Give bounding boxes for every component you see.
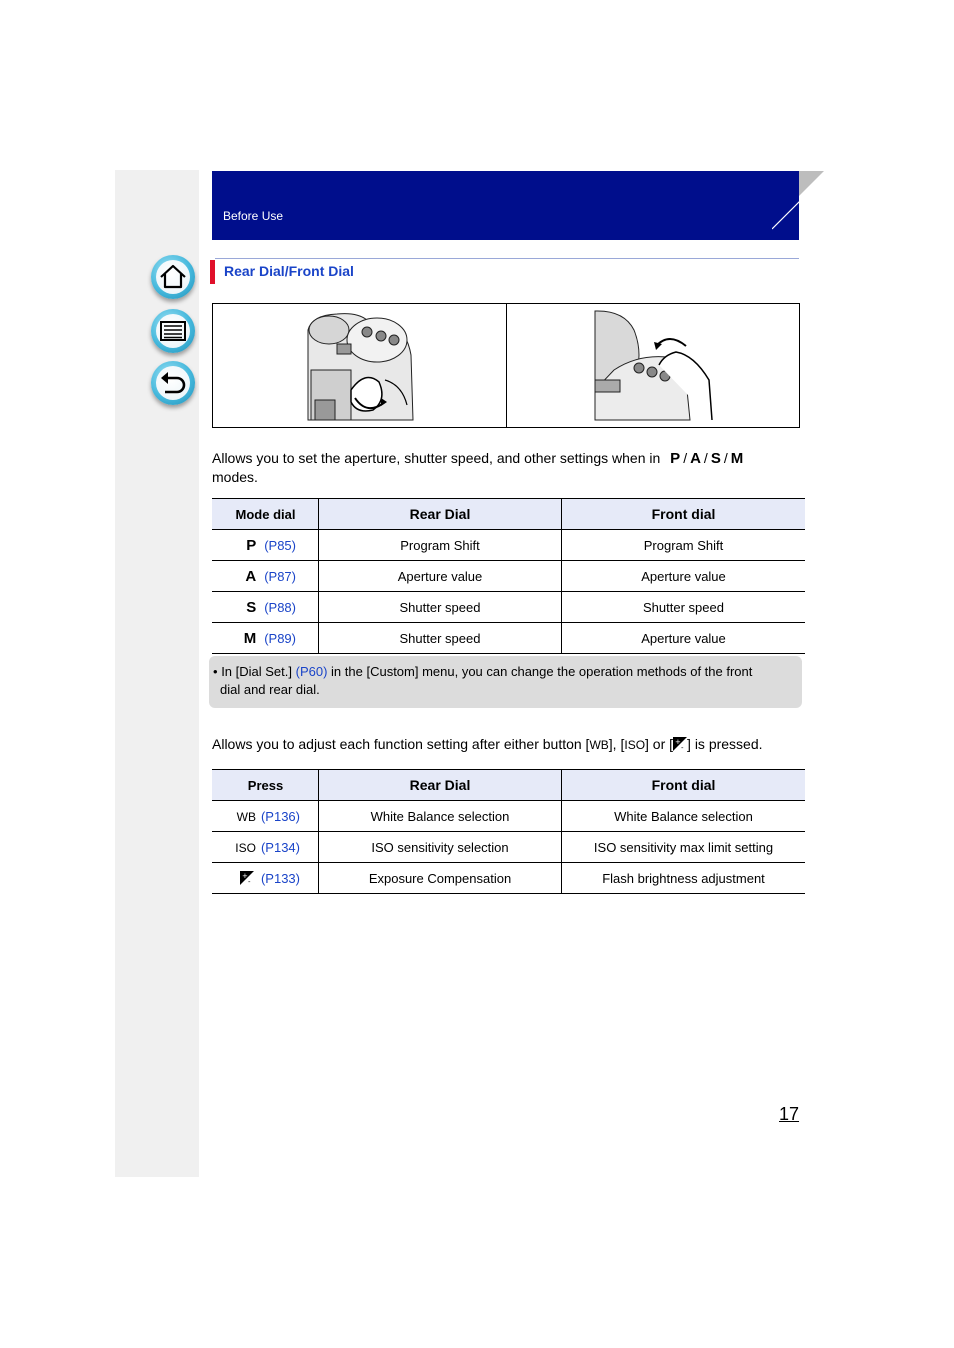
mode-p-icon: P (670, 450, 681, 467)
header-rear-dial: Rear Dial (319, 499, 562, 530)
illustration-table (212, 303, 800, 428)
press-cell (212, 863, 319, 894)
note-text-line2: dial and rear dial. (220, 682, 320, 697)
wb-icon: WB (236, 809, 256, 824)
mode-separator: / (703, 450, 708, 466)
table-row (212, 592, 805, 623)
menu-list-icon (151, 309, 195, 353)
home-button[interactable] (151, 255, 195, 299)
rear-dial-cell: Program Shift (319, 530, 562, 561)
front-dial-cell: Program Shift (562, 530, 806, 561)
page-link[interactable]: (P88) (264, 599, 296, 615)
note-text-pre: In [Dial Set.] (221, 664, 292, 679)
rear-dial-cell: Shutter speed (319, 623, 562, 654)
table-row (212, 561, 805, 592)
mode-cell (212, 561, 319, 592)
button-text-post: ] is pressed. (687, 736, 763, 752)
exposure-compensation-icon (673, 737, 687, 751)
intro-suffix: modes. (212, 469, 258, 485)
back-button[interactable] (151, 361, 195, 405)
header-press: Press (212, 770, 319, 801)
page-number: 17 (779, 1104, 800, 1124)
press-cell (212, 832, 319, 863)
page-link[interactable]: (P136) (260, 808, 300, 824)
chapter-header (212, 171, 799, 240)
mode-dial-table (212, 498, 805, 654)
mode-s-icon: S (246, 598, 257, 616)
back-arrow-icon (151, 361, 195, 405)
iso-icon: ISO (235, 840, 256, 855)
table-row (212, 863, 805, 894)
front-dial-cell: Aperture value (562, 561, 806, 592)
section-rule (215, 258, 799, 259)
front-dial-cell: ISO sensitivity max limit setting (562, 832, 806, 863)
note-text-post: in the [Custom] menu, you can change the operation methods of the front (331, 664, 753, 679)
page-link[interactable]: (P87) (264, 568, 296, 584)
page-link[interactable]: (P85) (264, 537, 296, 553)
mode-cell (212, 592, 319, 623)
header-rear-dial: Rear Dial (319, 770, 562, 801)
button-text-mid2: ] or [ (645, 736, 674, 752)
header-front-dial: Front dial (562, 499, 806, 530)
svg-text:+: + (241, 871, 248, 880)
mode-s-icon: S (710, 450, 721, 467)
page-link[interactable]: (P134) (260, 839, 300, 855)
wb-icon: WB (589, 738, 609, 752)
rear-dial-illustration (307, 310, 415, 422)
mode-separator: / (723, 450, 728, 466)
intro-text: Allows you to set the aperture, shutter speed, and other settings when in (212, 450, 661, 466)
svg-text:-: - (247, 877, 251, 885)
mode-a-icon: A (690, 450, 701, 467)
button-text-pre: Allows you to adjust each function setting after either button [ (212, 736, 590, 752)
mode-m-icon: M (730, 450, 744, 467)
iso-icon: ISO (624, 738, 646, 752)
menu-button[interactable] (151, 309, 195, 353)
home-icon (151, 255, 195, 299)
mode-m-icon: M (243, 629, 257, 647)
front-dial-cell: Shutter speed (562, 592, 806, 623)
rear-dial-cell: White Balance selection (319, 801, 562, 832)
rear-dial-cell: Shutter speed (319, 592, 562, 623)
rear-dial-cell: ISO sensitivity selection (319, 832, 562, 863)
section-title: Rear Dial/Front Dial (224, 263, 354, 279)
front-dial-cell: Flash brightness adjustment (562, 863, 806, 894)
press-table (212, 769, 805, 894)
page-link[interactable]: (P89) (264, 630, 296, 646)
button-text-mid1: ], [ (608, 736, 625, 752)
table-row (212, 832, 805, 863)
exposure-compensation-icon (240, 871, 254, 885)
note-bullet: • (213, 664, 218, 679)
note-box (209, 656, 802, 708)
front-dial-cell: Aperture value (562, 623, 806, 654)
press-cell (212, 801, 319, 832)
button-paragraph (212, 735, 812, 755)
mode-cell (212, 530, 319, 561)
front-dial-cell: White Balance selection (562, 801, 806, 832)
chapter-label: Before Use (223, 209, 284, 223)
front-dial-illustration (594, 310, 714, 422)
svg-text:-: - (681, 744, 684, 751)
header-mode-dial: Mode dial (212, 499, 319, 530)
mode-cell (212, 623, 319, 654)
mode-p-icon: P (246, 536, 257, 554)
table-header-row (212, 770, 805, 801)
rear-dial-cell: Exposure Compensation (319, 863, 562, 894)
table-row (212, 530, 805, 561)
illustration-divider (506, 304, 507, 427)
page-link[interactable]: (P133) (260, 870, 300, 886)
mode-separator: / (683, 450, 688, 466)
page-corner-fold (772, 171, 824, 241)
table-row (212, 801, 805, 832)
table-header-row (212, 499, 805, 530)
section-heading (210, 260, 354, 284)
svg-text:+: + (675, 738, 681, 746)
table-row (212, 623, 805, 654)
mode-a-icon: A (245, 567, 257, 585)
header-front-dial: Front dial (562, 770, 806, 801)
intro-paragraph (212, 449, 812, 487)
rear-dial-cell: Aperture value (319, 561, 562, 592)
note-page-link[interactable]: (P60) (295, 664, 328, 679)
